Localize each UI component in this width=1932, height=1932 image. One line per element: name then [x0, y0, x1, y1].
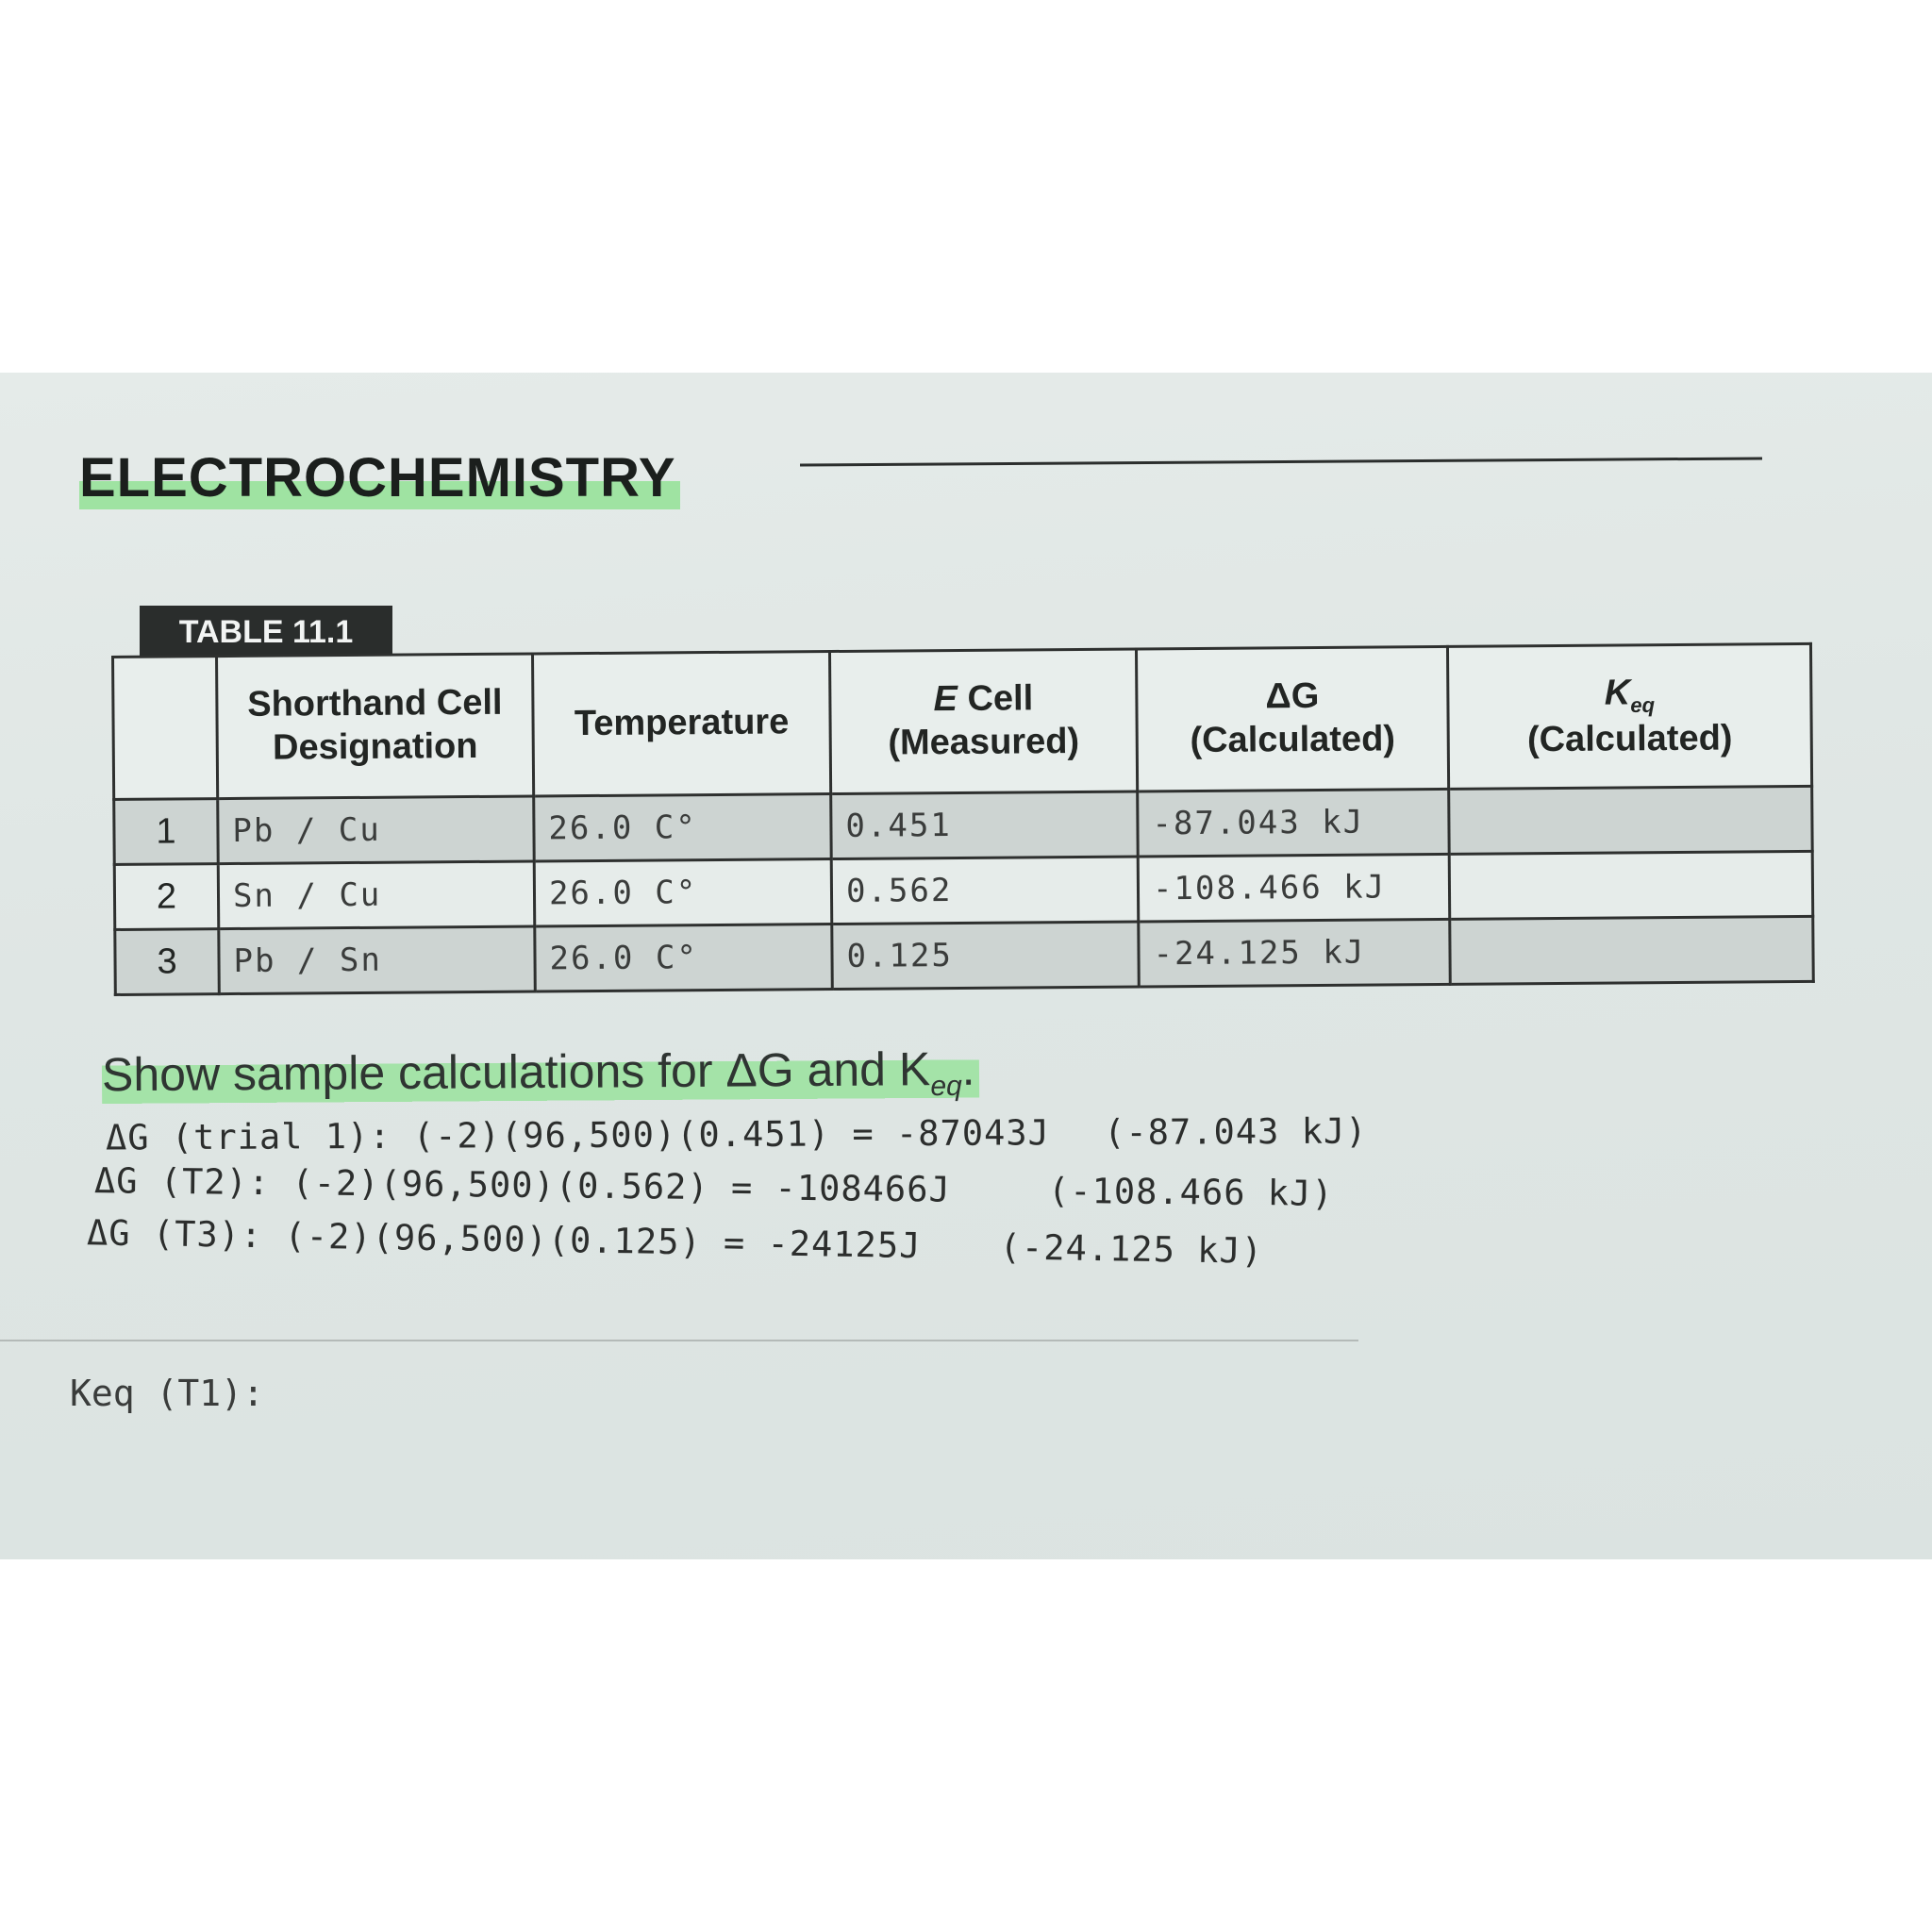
- calc-expression: ΔG (trial 1): (-2)(96,500)(0.451) = -87043J: [105, 1112, 1050, 1158]
- row-number: 1: [114, 799, 219, 865]
- calc-expression: ΔG (T3): (-2)(96,500)(0.125) = -24125J: [86, 1212, 922, 1267]
- calc-result: (-108.466 kJ): [1047, 1170, 1334, 1214]
- calculation-prompt: [102, 1041, 979, 1108]
- cell-temperature[interactable]: 26.0 C°: [534, 794, 832, 861]
- calc-expression: ΔG (T2): (-2)(96,500)(0.562) = -108466J: [93, 1160, 951, 1210]
- header-delta-g: [1136, 646, 1448, 791]
- row-number: 3: [115, 929, 220, 995]
- cell-designation[interactable]: Pb / Sn: [219, 926, 536, 994]
- cell-delta-g[interactable]: -108.466 kJ: [1138, 854, 1450, 922]
- header-keq-subscript: eq: [1630, 692, 1656, 717]
- header-ecell: [829, 649, 1137, 794]
- calc-result: (-24.125 kJ): [999, 1226, 1264, 1272]
- prompt-subscript: eq: [930, 1070, 962, 1103]
- header-keq-sub: (Calculated): [1526, 718, 1733, 759]
- header-keq-symbol: K: [1604, 673, 1631, 713]
- keq-note: Keq (T1):: [70, 1373, 264, 1414]
- cell-temperature[interactable]: 26.0 C°: [535, 924, 833, 991]
- results-table: [111, 642, 1815, 996]
- header-delta-g-label: ΔG: [1265, 676, 1320, 717]
- table-row: [115, 916, 1813, 994]
- table-header-row: [113, 643, 1812, 799]
- cell-delta-g[interactable]: -87.043 kJ: [1138, 789, 1450, 857]
- prompt-text: Show sample calculations for ΔG and K: [101, 1042, 931, 1102]
- header-keq: [1447, 643, 1811, 789]
- calc-line-trial-1: [106, 1110, 1368, 1158]
- results-table-wrapper: [111, 642, 1812, 996]
- cell-keq[interactable]: [1449, 786, 1813, 854]
- cell-designation[interactable]: Pb / Cu: [218, 796, 535, 864]
- cell-keq[interactable]: [1449, 851, 1813, 919]
- header-temperature: Temperature: [532, 652, 830, 796]
- worksheet-photo: [0, 373, 1932, 1559]
- cell-delta-g[interactable]: -24.125 kJ: [1139, 919, 1451, 987]
- calc-result: (-87.043 kJ): [1104, 1110, 1368, 1153]
- header-ecell-sub: (Measured): [888, 721, 1080, 763]
- cell-keq[interactable]: [1450, 916, 1814, 984]
- header-index: [113, 657, 218, 800]
- section-divider: [0, 1340, 1358, 1341]
- cell-ecell[interactable]: 0.451: [831, 791, 1139, 859]
- cell-ecell[interactable]: 0.562: [831, 857, 1139, 924]
- row-number: 2: [114, 864, 219, 930]
- cell-ecell[interactable]: 0.125: [832, 922, 1140, 990]
- page-title: ELECTROCHEMISTRY: [79, 446, 680, 509]
- header-ecell-label: Cell: [957, 678, 1034, 720]
- prompt-end: .: [961, 1041, 975, 1095]
- title-underline: [800, 457, 1762, 466]
- cell-temperature[interactable]: 26.0 C°: [534, 859, 832, 926]
- calc-line-trial-2: [94, 1160, 1334, 1214]
- header-designation: Shorthand Cell Designation: [217, 654, 534, 799]
- calc-line-trial-3: [87, 1212, 1264, 1272]
- cell-designation[interactable]: Sn / Cu: [218, 861, 535, 929]
- header-delta-g-sub: (Calculated): [1190, 719, 1396, 761]
- header-ecell-symbol: E: [933, 679, 958, 720]
- table-label: TABLE 11.1: [140, 606, 392, 658]
